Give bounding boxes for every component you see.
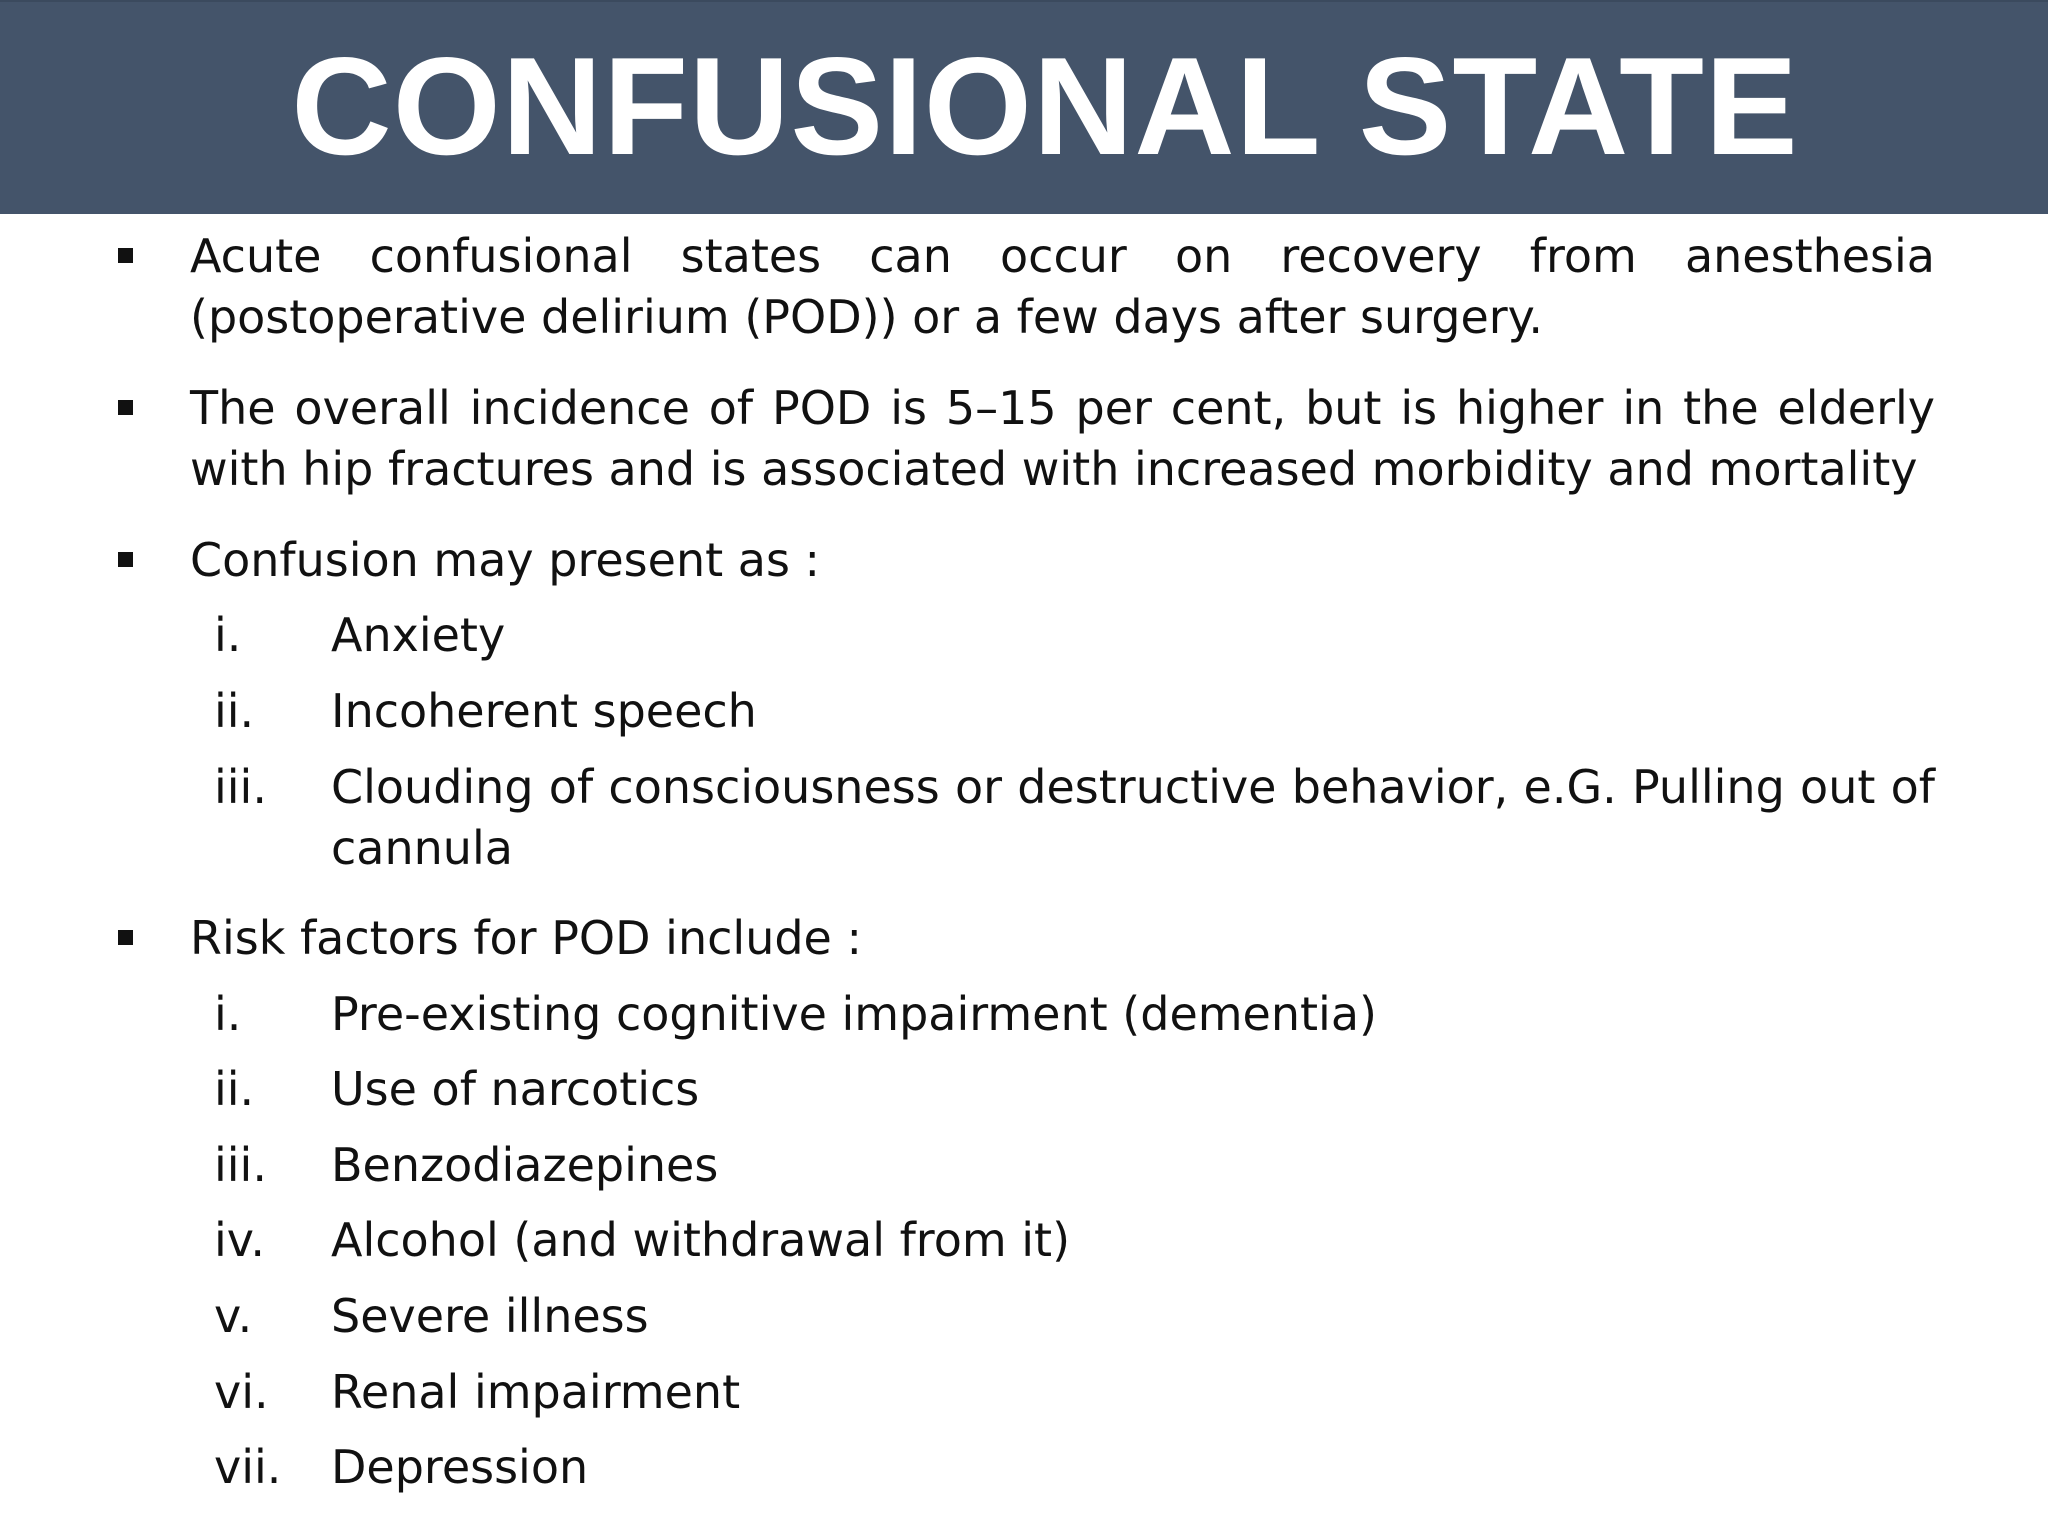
bullet-marker bbox=[118, 400, 133, 415]
sub-numeral: vii. bbox=[214, 1440, 282, 1494]
sub-numeral: ii. bbox=[214, 684, 255, 738]
sub-item: Renal impairment bbox=[331, 1365, 741, 1419]
sub-numeral: iii. bbox=[214, 760, 267, 814]
sub-item: Use of narcotics bbox=[331, 1062, 700, 1116]
sub-item: Alcohol (and withdrawal from it) bbox=[331, 1213, 1071, 1267]
bullet-marker bbox=[118, 930, 133, 945]
sub-item: Anxiety bbox=[331, 608, 506, 662]
sub-item: Incoherent speech bbox=[331, 684, 757, 738]
sub-numeral: iii. bbox=[214, 1138, 267, 1192]
bullet-4-line-1: Risk factors for POD include : bbox=[190, 911, 862, 965]
sub-item: Benzodiazepines bbox=[331, 1138, 719, 1192]
sub-item-line-2: cannula bbox=[331, 821, 513, 875]
bullet-1-line-1: Acute confusional states can occur on recovery from anesthesia bbox=[190, 229, 1935, 283]
sub-item: Depression bbox=[331, 1440, 589, 1494]
bullet-2-line-2: with hip fractures and is associated with increased morbidity and mortality bbox=[190, 442, 1918, 496]
sub-numeral: v. bbox=[214, 1289, 253, 1343]
title-bar bbox=[0, 0, 2048, 214]
sub-item: Severe illness bbox=[331, 1289, 649, 1343]
sub-numeral: ii. bbox=[214, 1062, 255, 1116]
sub-numeral: iv. bbox=[214, 1213, 266, 1267]
bullet-marker bbox=[118, 248, 133, 263]
slide-body bbox=[0, 214, 2048, 1536]
sub-item: Pre-existing cognitive impairment (dementia) bbox=[331, 987, 1377, 1041]
sub-numeral: i. bbox=[214, 987, 242, 1041]
sub-item-line-1: Clouding of consciousness or destructive behavior, e.G. Pulling out of bbox=[331, 760, 1935, 814]
sub-numeral: vi. bbox=[214, 1365, 269, 1419]
sub-numeral: i. bbox=[214, 608, 242, 662]
bullet-marker bbox=[118, 552, 133, 567]
bullet-2-line-1: The overall incidence of POD is 5–15 per cent, but is higher in the elderly bbox=[190, 381, 1935, 435]
slide-title: CONFUSIONAL STATE bbox=[291, 29, 1799, 184]
bullet-1-line-2: (postoperative delirium (POD)) or a few days after surgery. bbox=[190, 290, 1543, 344]
bullet-3-line-1: Confusion may present as : bbox=[190, 533, 821, 587]
